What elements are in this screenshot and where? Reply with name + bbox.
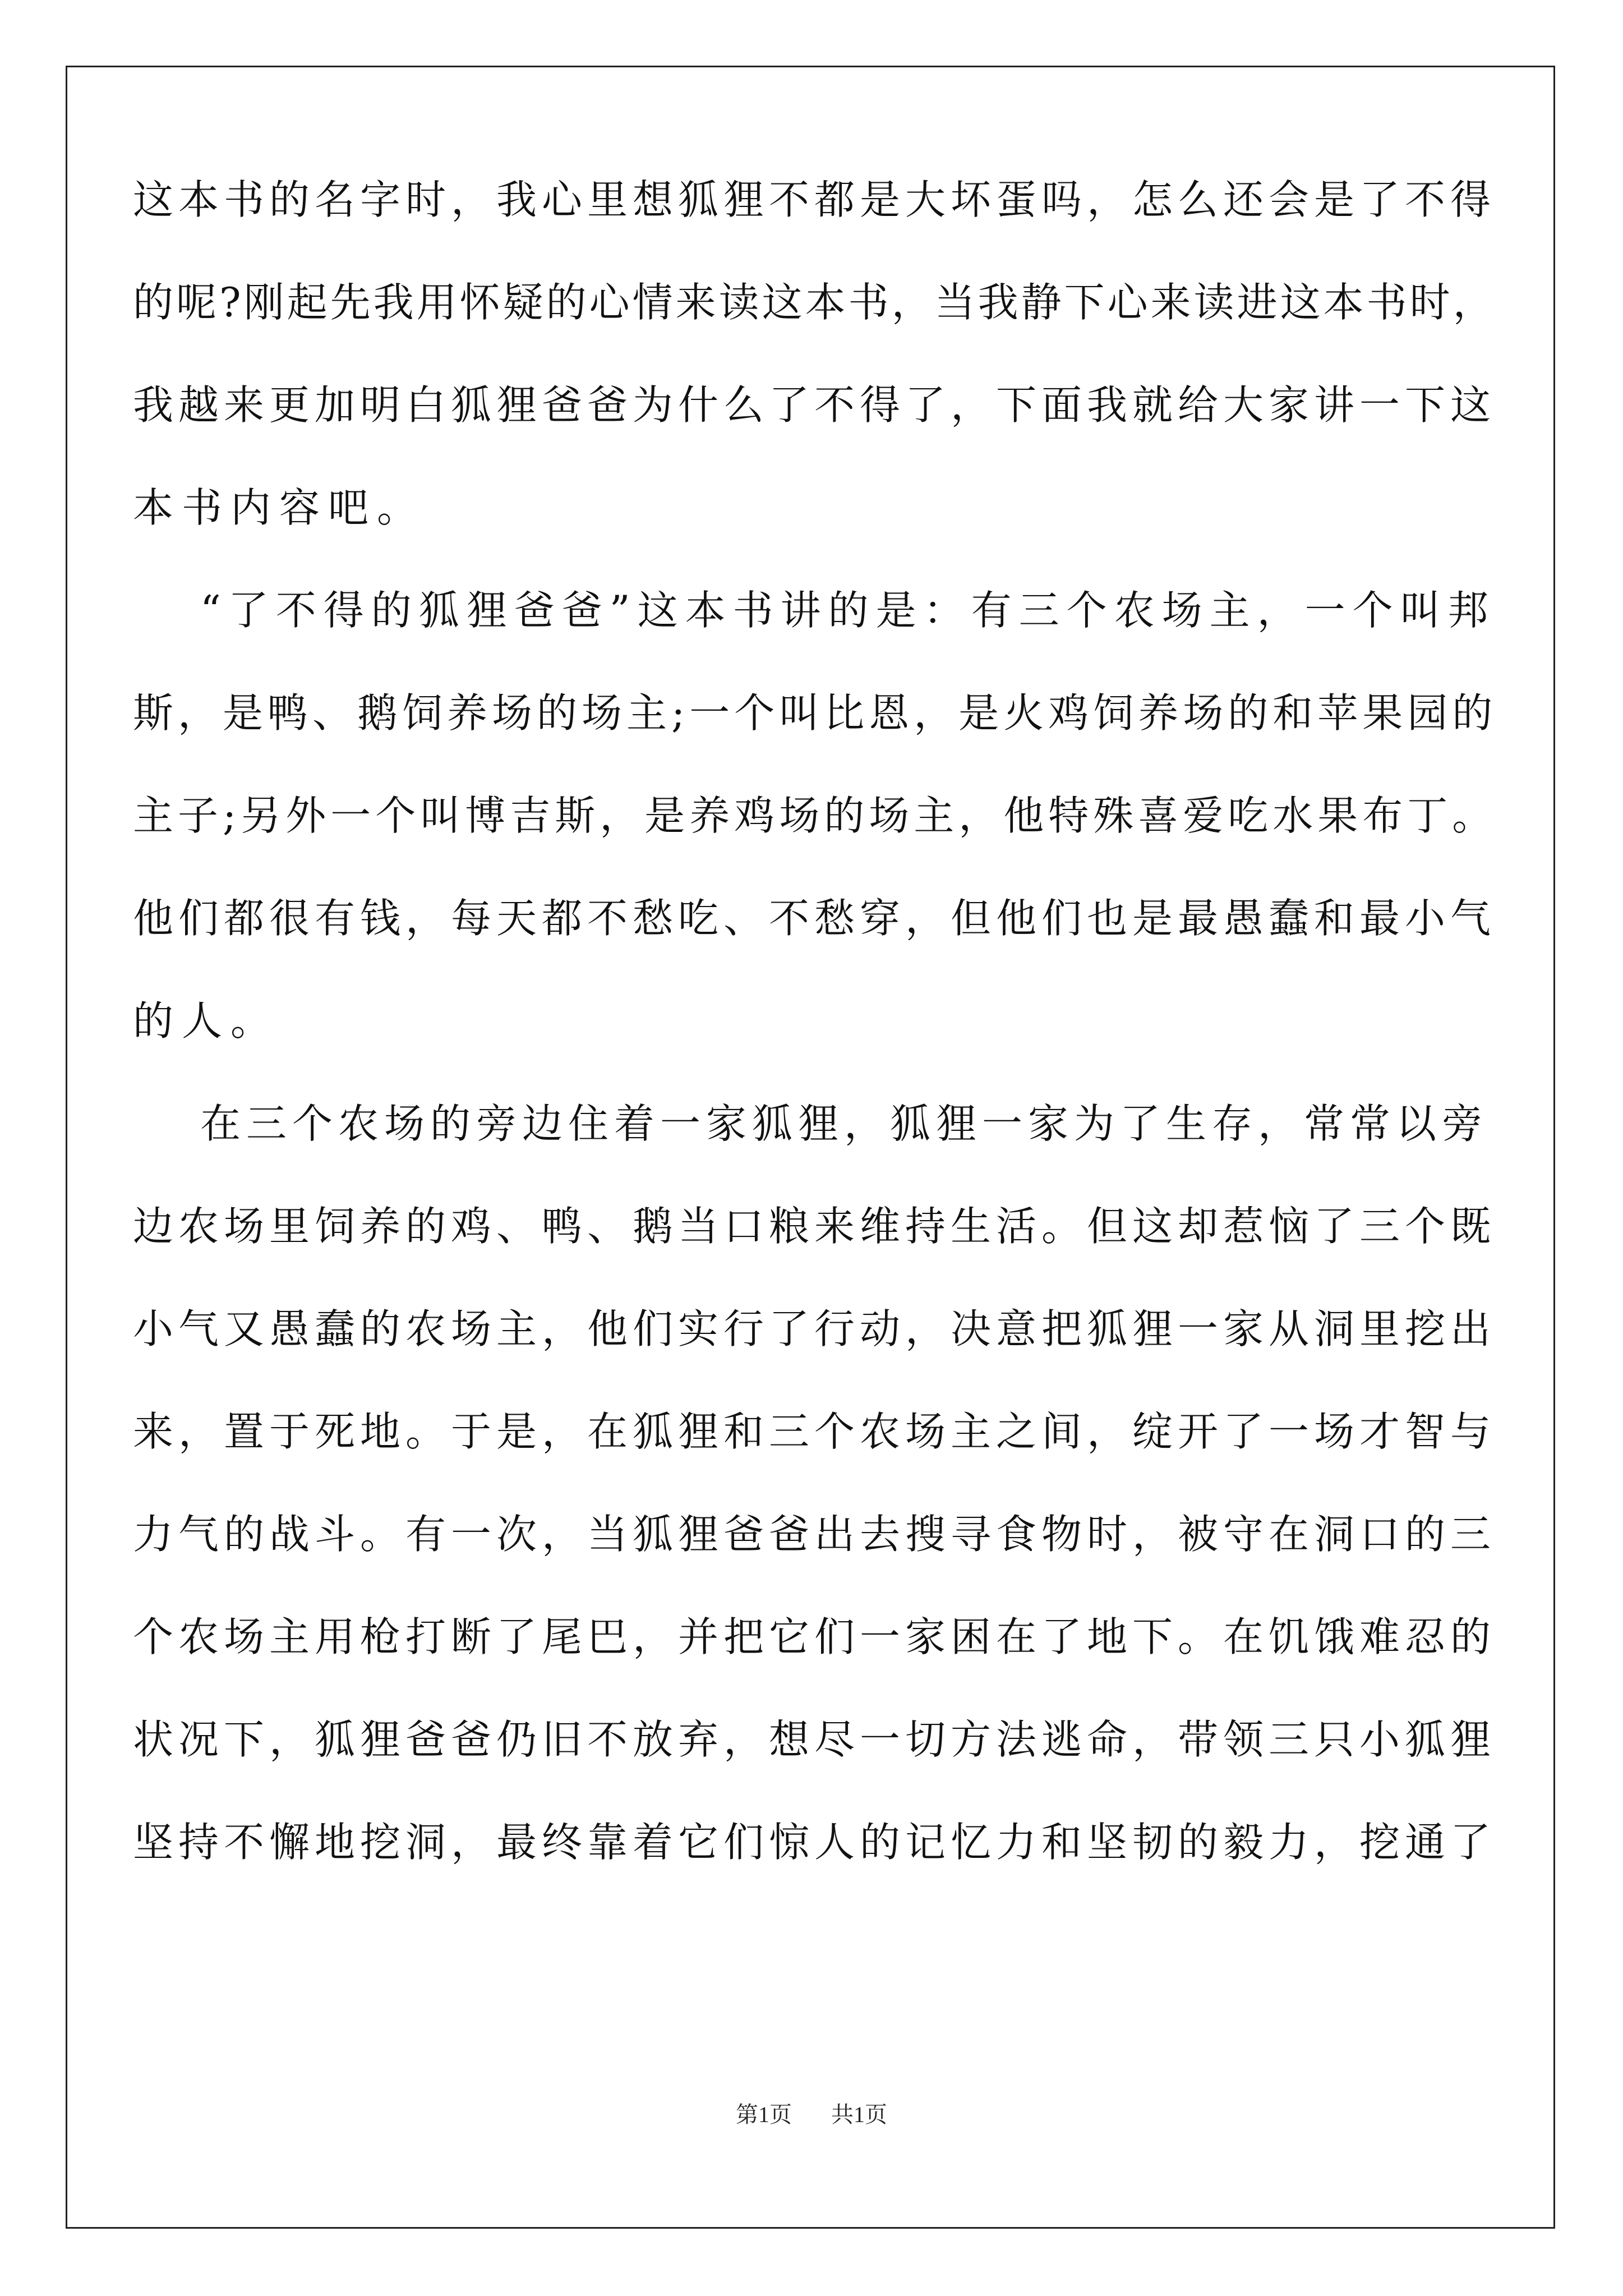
page-number-total: 共1页 [831,2102,887,2127]
text-line: 的人。 [133,997,280,1045]
text-line: 力气的战斗。有一次，当狐狸爸爸出去搜寻食物时，被守在洞口的三 [133,1511,1496,1558]
text-line: 他们都很有钱，每天都不愁吃、不愁穿，但他们也是最愚蠢和最小气 [133,895,1496,942]
text-line: 来，置于死地。于是，在狐狸和三个农场主之间，绽开了一场才智与 [133,1408,1496,1455]
page-number-current: 第1页 [736,2102,792,2127]
text-line: 的呢?刚起先我用怀疑的心情来读这本书，当我静下心来读进这本书时， [133,279,1496,326]
text-line: 边农场里饲养的鸡、鸭、鹅当口粮来维持生活。但这却惹恼了三个既 [133,1203,1496,1250]
text-line: 坚持不懈地挖洞，最终靠着它们惊人的记忆力和坚韧的毅力，挖通了 [133,1819,1496,1866]
page-footer [0,2097,1623,2129]
text-line: 斯，是鸭、鹅饲养场的场主;一个叫比恩，是火鸡饲养场的和苹果园的 [133,689,1497,737]
text-line: 在三个农场的旁边住着一家狐狸，狐狸一家为了生存，常常以旁 [200,1100,1488,1147]
text-line: 这本书的名字时，我心里想狐狸不都是大坏蛋吗，怎么还会是了不得 [133,176,1496,223]
text-line: 主子;另外一个叫博吉斯，是养鸡场的场主，他特殊喜爱吃水果布丁。 [133,792,1497,839]
text-line: 我越来更加明白狐狸爸爸为什么了不得了，下面我就给大家讲一下这 [133,381,1496,429]
text-line: 本书内容吧。 [133,484,426,531]
text-line: 个农场主用枪打断了尾巴，并把它们一家困在了地下。在饥饿难忍的 [133,1613,1496,1660]
document-body [133,149,1498,1894]
text-line: 状况下，狐狸爸爸仍旧不放弃，想尽一切方法逃命，带领三只小狐狸 [133,1716,1496,1763]
text-line: 小气又愚蠢的农场主，他们实行了行动，决意把狐狸一家从洞里挖出 [133,1305,1496,1352]
text-line: “了不得的狐狸爸爸”这本书讲的是：有三个农场主，一个叫邦 [200,587,1496,634]
